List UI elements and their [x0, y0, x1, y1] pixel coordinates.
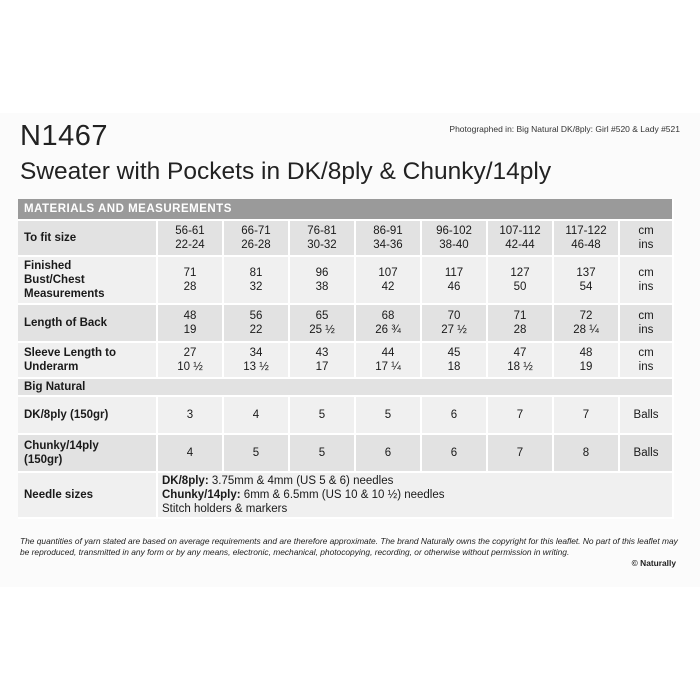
- unit-cell: Balls: [620, 435, 674, 473]
- table-cell: 7: [488, 435, 554, 473]
- needle-chunky-text: 6mm & 6.5mm (US 10 & 10 ½) needles: [240, 489, 445, 501]
- table-cell: 34 13 ½: [224, 343, 290, 379]
- unit-cell: cm ins: [620, 221, 674, 257]
- table-cell: 96-102 38-40: [422, 221, 488, 257]
- table-cell: 44 17 ¼: [356, 343, 422, 379]
- table-cell: 65 25 ½: [290, 305, 356, 343]
- table-cell: 48 19: [554, 343, 620, 379]
- table-cell: 86-91 34-36: [356, 221, 422, 257]
- table-cell: 7: [488, 397, 554, 435]
- table-cell: 56-61 22-24: [158, 221, 224, 257]
- table-cell: 76-81 30-32: [290, 221, 356, 257]
- table-cell: 47 18 ½: [488, 343, 554, 379]
- table-cell: 72 28 ¼: [554, 305, 620, 343]
- table-cell: 27 10 ½: [158, 343, 224, 379]
- table-cell: 117 46: [422, 257, 488, 305]
- table-cell: 43 17: [290, 343, 356, 379]
- table-cell: 6: [422, 397, 488, 435]
- unit-cell: cm ins: [620, 305, 674, 343]
- unit-cell: cm ins: [620, 343, 674, 379]
- table-cell: 3: [158, 397, 224, 435]
- table-cell: 81 32: [224, 257, 290, 305]
- copyright: © Naturally: [631, 558, 676, 568]
- table-cell: 68 26 ¾: [356, 305, 422, 343]
- photographed-note: Photographed in: Big Natural DK/8ply: Girl #520 & Lady #521: [449, 124, 680, 134]
- table-cell: 5: [224, 435, 290, 473]
- table-cell: 117-122 46-48: [554, 221, 620, 257]
- yarn-section-label: Big Natural: [18, 379, 674, 397]
- disclaimer-note: The quantities of yarn stated are based on average requirements and are therefore approximate. The brand Naturally owns the copyright for this leaflet. No part of this leaflet may be reproduced, transmitted in any form or by any means, electronic, mechanical, photocopying, recording, or otherwise without permission in writing.: [20, 536, 678, 557]
- row-length-back: [18, 305, 674, 343]
- row-label: Sleeve Length to Underarm: [18, 343, 158, 379]
- table-cell: 66-71 26-28: [224, 221, 290, 257]
- needle-chunky-name: Chunky/14ply:: [162, 489, 241, 501]
- table-cell: 8: [554, 435, 620, 473]
- pattern-code: N1467: [20, 120, 108, 152]
- row-label: Needle sizes: [18, 473, 158, 519]
- row-dk: [18, 397, 674, 435]
- table-cell: 6: [356, 435, 422, 473]
- table-cell: 107 42: [356, 257, 422, 305]
- row-needles: [18, 473, 674, 519]
- row-label: Chunky/14ply (150gr): [18, 435, 158, 473]
- row-yarn-section: [18, 379, 674, 397]
- table-cell: 71 28: [158, 257, 224, 305]
- needle-dk-name: DK/8ply:: [162, 475, 209, 487]
- table-cell: 5: [290, 435, 356, 473]
- row-chunky: [18, 435, 674, 473]
- row-label: Finished Bust/Chest Measurements: [18, 257, 158, 305]
- table-cell: 5: [356, 397, 422, 435]
- table-header-row: [18, 199, 674, 221]
- unit-cell: Balls: [620, 397, 674, 435]
- row-label: To fit size: [18, 221, 158, 257]
- row-sleeve: [18, 343, 674, 379]
- pattern-title: Sweater with Pockets in DK/8ply & Chunky/14ply: [20, 158, 552, 185]
- row-bust: [18, 257, 674, 305]
- table-cell: 96 38: [290, 257, 356, 305]
- table-cell: 7: [554, 397, 620, 435]
- table-cell: 48 19: [158, 305, 224, 343]
- table-cell: 127 50: [488, 257, 554, 305]
- table-cell: 107-112 42-44: [488, 221, 554, 257]
- table-cell: 4: [158, 435, 224, 473]
- table-cell: 6: [422, 435, 488, 473]
- needle-details: [158, 473, 674, 519]
- table-cell: 56 22: [224, 305, 290, 343]
- table-cell: 45 18: [422, 343, 488, 379]
- table-cell: 137 54: [554, 257, 620, 305]
- table-heading: MATERIALS AND MEASUREMENTS: [18, 199, 674, 221]
- row-label: Length of Back: [18, 305, 158, 343]
- needle-dk-text: 3.75mm & 4mm (US 5 & 6) needles: [208, 475, 394, 487]
- row-fit-size: [18, 221, 674, 257]
- table-cell: 71 28: [488, 305, 554, 343]
- table-cell: 70 27 ½: [422, 305, 488, 343]
- row-label: DK/8ply (150gr): [18, 397, 158, 435]
- table-cell: 4: [224, 397, 290, 435]
- unit-cell: cm ins: [620, 257, 674, 305]
- materials-table: [18, 199, 674, 519]
- table-cell: 5: [290, 397, 356, 435]
- needle-extra: Stitch holders & markers: [162, 503, 288, 515]
